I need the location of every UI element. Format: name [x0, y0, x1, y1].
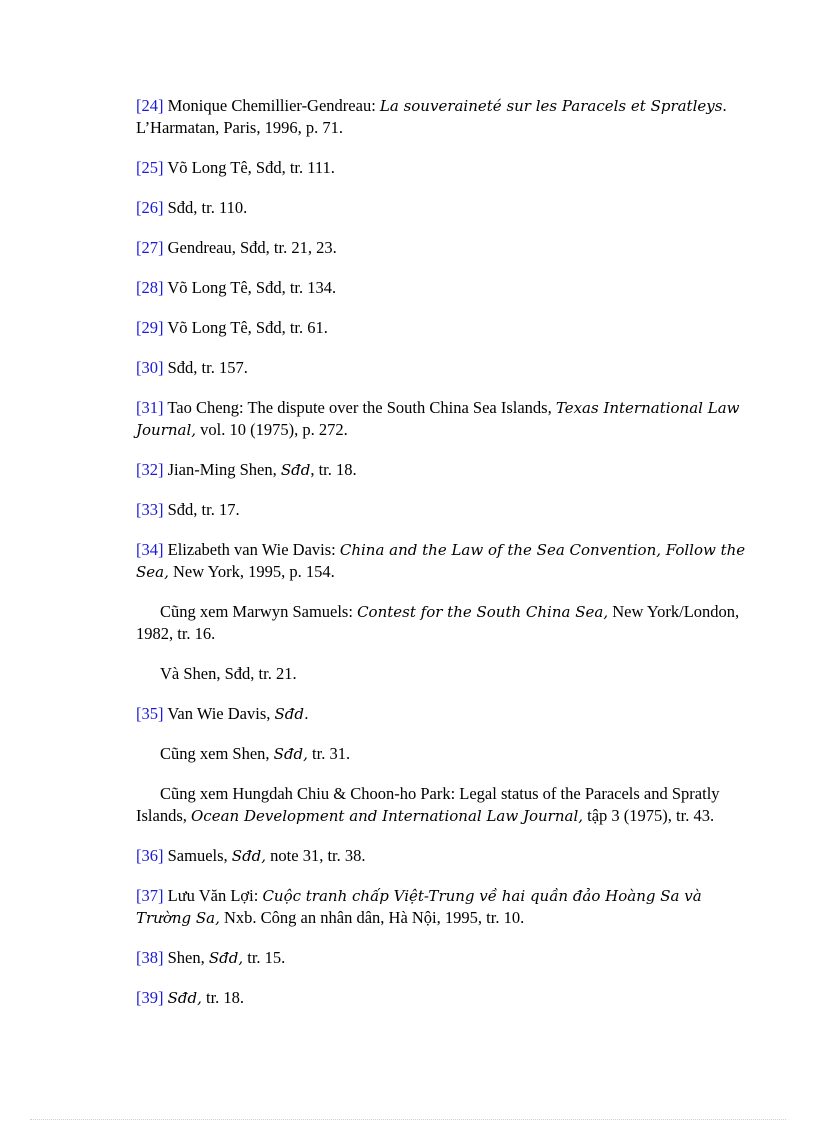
- endnote-continuation: [136, 743, 746, 765]
- endnote: [136, 539, 746, 583]
- endnote-text: vol. 10 (1975), p. 272.: [196, 420, 348, 439]
- endnote-text: Võ Long Tê, Sđd, tr. 111.: [163, 158, 335, 177]
- endnote-text: New York, 1995, p. 154.: [168, 562, 335, 581]
- endnote: [136, 357, 746, 379]
- endnote-italic-text: Texas International Law Journal,: [136, 399, 740, 439]
- endnote-text: Samuels,: [163, 846, 232, 865]
- endnote-text: Tao Cheng: The dispute over the South China Sea Islands,: [163, 398, 556, 417]
- endnote-text: tr. 31.: [307, 744, 351, 763]
- endnote-continuation: [136, 663, 746, 685]
- endnote: [136, 317, 746, 339]
- endnote-text: Cũng xem Hungdah Chiu & Choon-ho Park: Legal status of the Paracels and Spratly Islands,: [136, 784, 720, 825]
- endnote-text: , tr. 18.: [310, 460, 357, 479]
- endnote: [136, 885, 746, 929]
- endnote: [136, 397, 746, 441]
- endnote-text: Và Shen, Sđd, tr. 21.: [160, 664, 297, 683]
- endnote-text: Cũng xem Shen,: [160, 744, 274, 763]
- endnote: [136, 277, 746, 299]
- endnote: [136, 499, 746, 521]
- endnotes-list: [136, 95, 746, 1027]
- endnote-text: Gendreau, Sđd, tr. 21, 23.: [163, 238, 337, 257]
- endnote-italic-text: Sđd.: [274, 705, 309, 723]
- endnote-text: tập 3 (1975), tr. 43.: [583, 806, 715, 825]
- endnote-italic-text: Sđd,: [167, 989, 202, 1007]
- endnote: [136, 987, 746, 1009]
- endnote-reference-link[interactable]: [26]: [136, 198, 164, 217]
- endnote-italic-text: La souveraineté sur les Paracels et Spratleys: [379, 97, 723, 115]
- endnote-text: Sđd, tr. 110.: [163, 198, 248, 217]
- endnote-text: tr. 15.: [243, 948, 286, 967]
- endnote-text: Shen,: [163, 948, 209, 967]
- endnote-reference-link[interactable]: [36]: [136, 846, 164, 865]
- endnote-reference-link[interactable]: [32]: [136, 460, 164, 479]
- endnote-reference-link[interactable]: [24]: [136, 96, 164, 115]
- endnote-reference-link[interactable]: [30]: [136, 358, 164, 377]
- endnote-text: New York/London, 1982, tr. 16.: [136, 602, 740, 643]
- endnote: [136, 947, 746, 969]
- endnote: [136, 237, 746, 259]
- endnote-italic-text: Contest for the South China Sea,: [357, 603, 609, 621]
- endnote: [136, 157, 746, 179]
- endnote: [136, 703, 746, 725]
- endnote: [136, 197, 746, 219]
- endnote-text: . L’Harmatan, Paris, 1996, p. 71.: [136, 96, 727, 137]
- endnote-text: Võ Long Tê, Sđd, tr. 134.: [163, 278, 337, 297]
- endnote-continuation: [136, 783, 746, 827]
- endnote-text: Sđd, tr. 17.: [163, 500, 240, 519]
- endnote-text: Cũng xem Marwyn Samuels:: [160, 602, 358, 621]
- page-bottom-divider: [30, 1119, 786, 1120]
- endnote-italic-text: Sđd,: [273, 745, 308, 763]
- endnote-reference-link[interactable]: [34]: [136, 540, 164, 559]
- endnote-italic-text: Sđd,: [208, 949, 244, 967]
- endnote-reference-link[interactable]: [29]: [136, 318, 164, 337]
- endnote-reference-link[interactable]: [28]: [136, 278, 164, 297]
- endnote-reference-link[interactable]: [25]: [136, 158, 164, 177]
- endnote-text: tr. 18.: [201, 988, 245, 1007]
- endnote-reference-link[interactable]: [31]: [136, 398, 164, 417]
- endnote-italic-text: Sđd: [280, 461, 311, 479]
- endnote-text: Van Wie Davis,: [163, 704, 275, 723]
- endnote-text: Nxb. Công an nhân dân, Hà Nội, 1995, tr. 10.: [219, 908, 525, 927]
- endnote-italic-text: Cuộc tranh chấp Việt-Trung về hai quần đảo Hoàng Sa và Trường Sa,: [136, 887, 702, 927]
- endnote: [136, 845, 746, 867]
- endnote-reference-link[interactable]: [33]: [136, 500, 164, 519]
- endnote-text: Jian-Ming Shen,: [163, 460, 281, 479]
- endnote-italic-text: China and the Law of the Sea Convention, Follow the Sea,: [136, 541, 746, 581]
- endnote-text: note 31, tr. 38.: [266, 846, 366, 865]
- endnote-reference-link[interactable]: [27]: [136, 238, 164, 257]
- endnote: [136, 95, 746, 139]
- endnote-reference-link[interactable]: [39]: [136, 988, 164, 1007]
- endnote-reference-link[interactable]: [37]: [136, 886, 164, 905]
- endnote-text: Monique Chemillier-Gendreau:: [163, 96, 380, 115]
- endnote-reference-link[interactable]: [38]: [136, 948, 164, 967]
- endnote-reference-link[interactable]: [35]: [136, 704, 164, 723]
- endnote-continuation: [136, 601, 746, 645]
- endnote-text: Võ Long Tê, Sđd, tr. 61.: [163, 318, 328, 337]
- endnote-italic-text: Sđd,: [231, 847, 267, 865]
- endnote-text: Lưu Văn Lợi:: [163, 886, 263, 905]
- endnote: [136, 459, 746, 481]
- endnote-text: Elizabeth van Wie Davis:: [163, 540, 340, 559]
- endnote-text: Sđd, tr. 157.: [163, 358, 248, 377]
- endnote-italic-text: Ocean Development and International Law Journal,: [191, 807, 584, 825]
